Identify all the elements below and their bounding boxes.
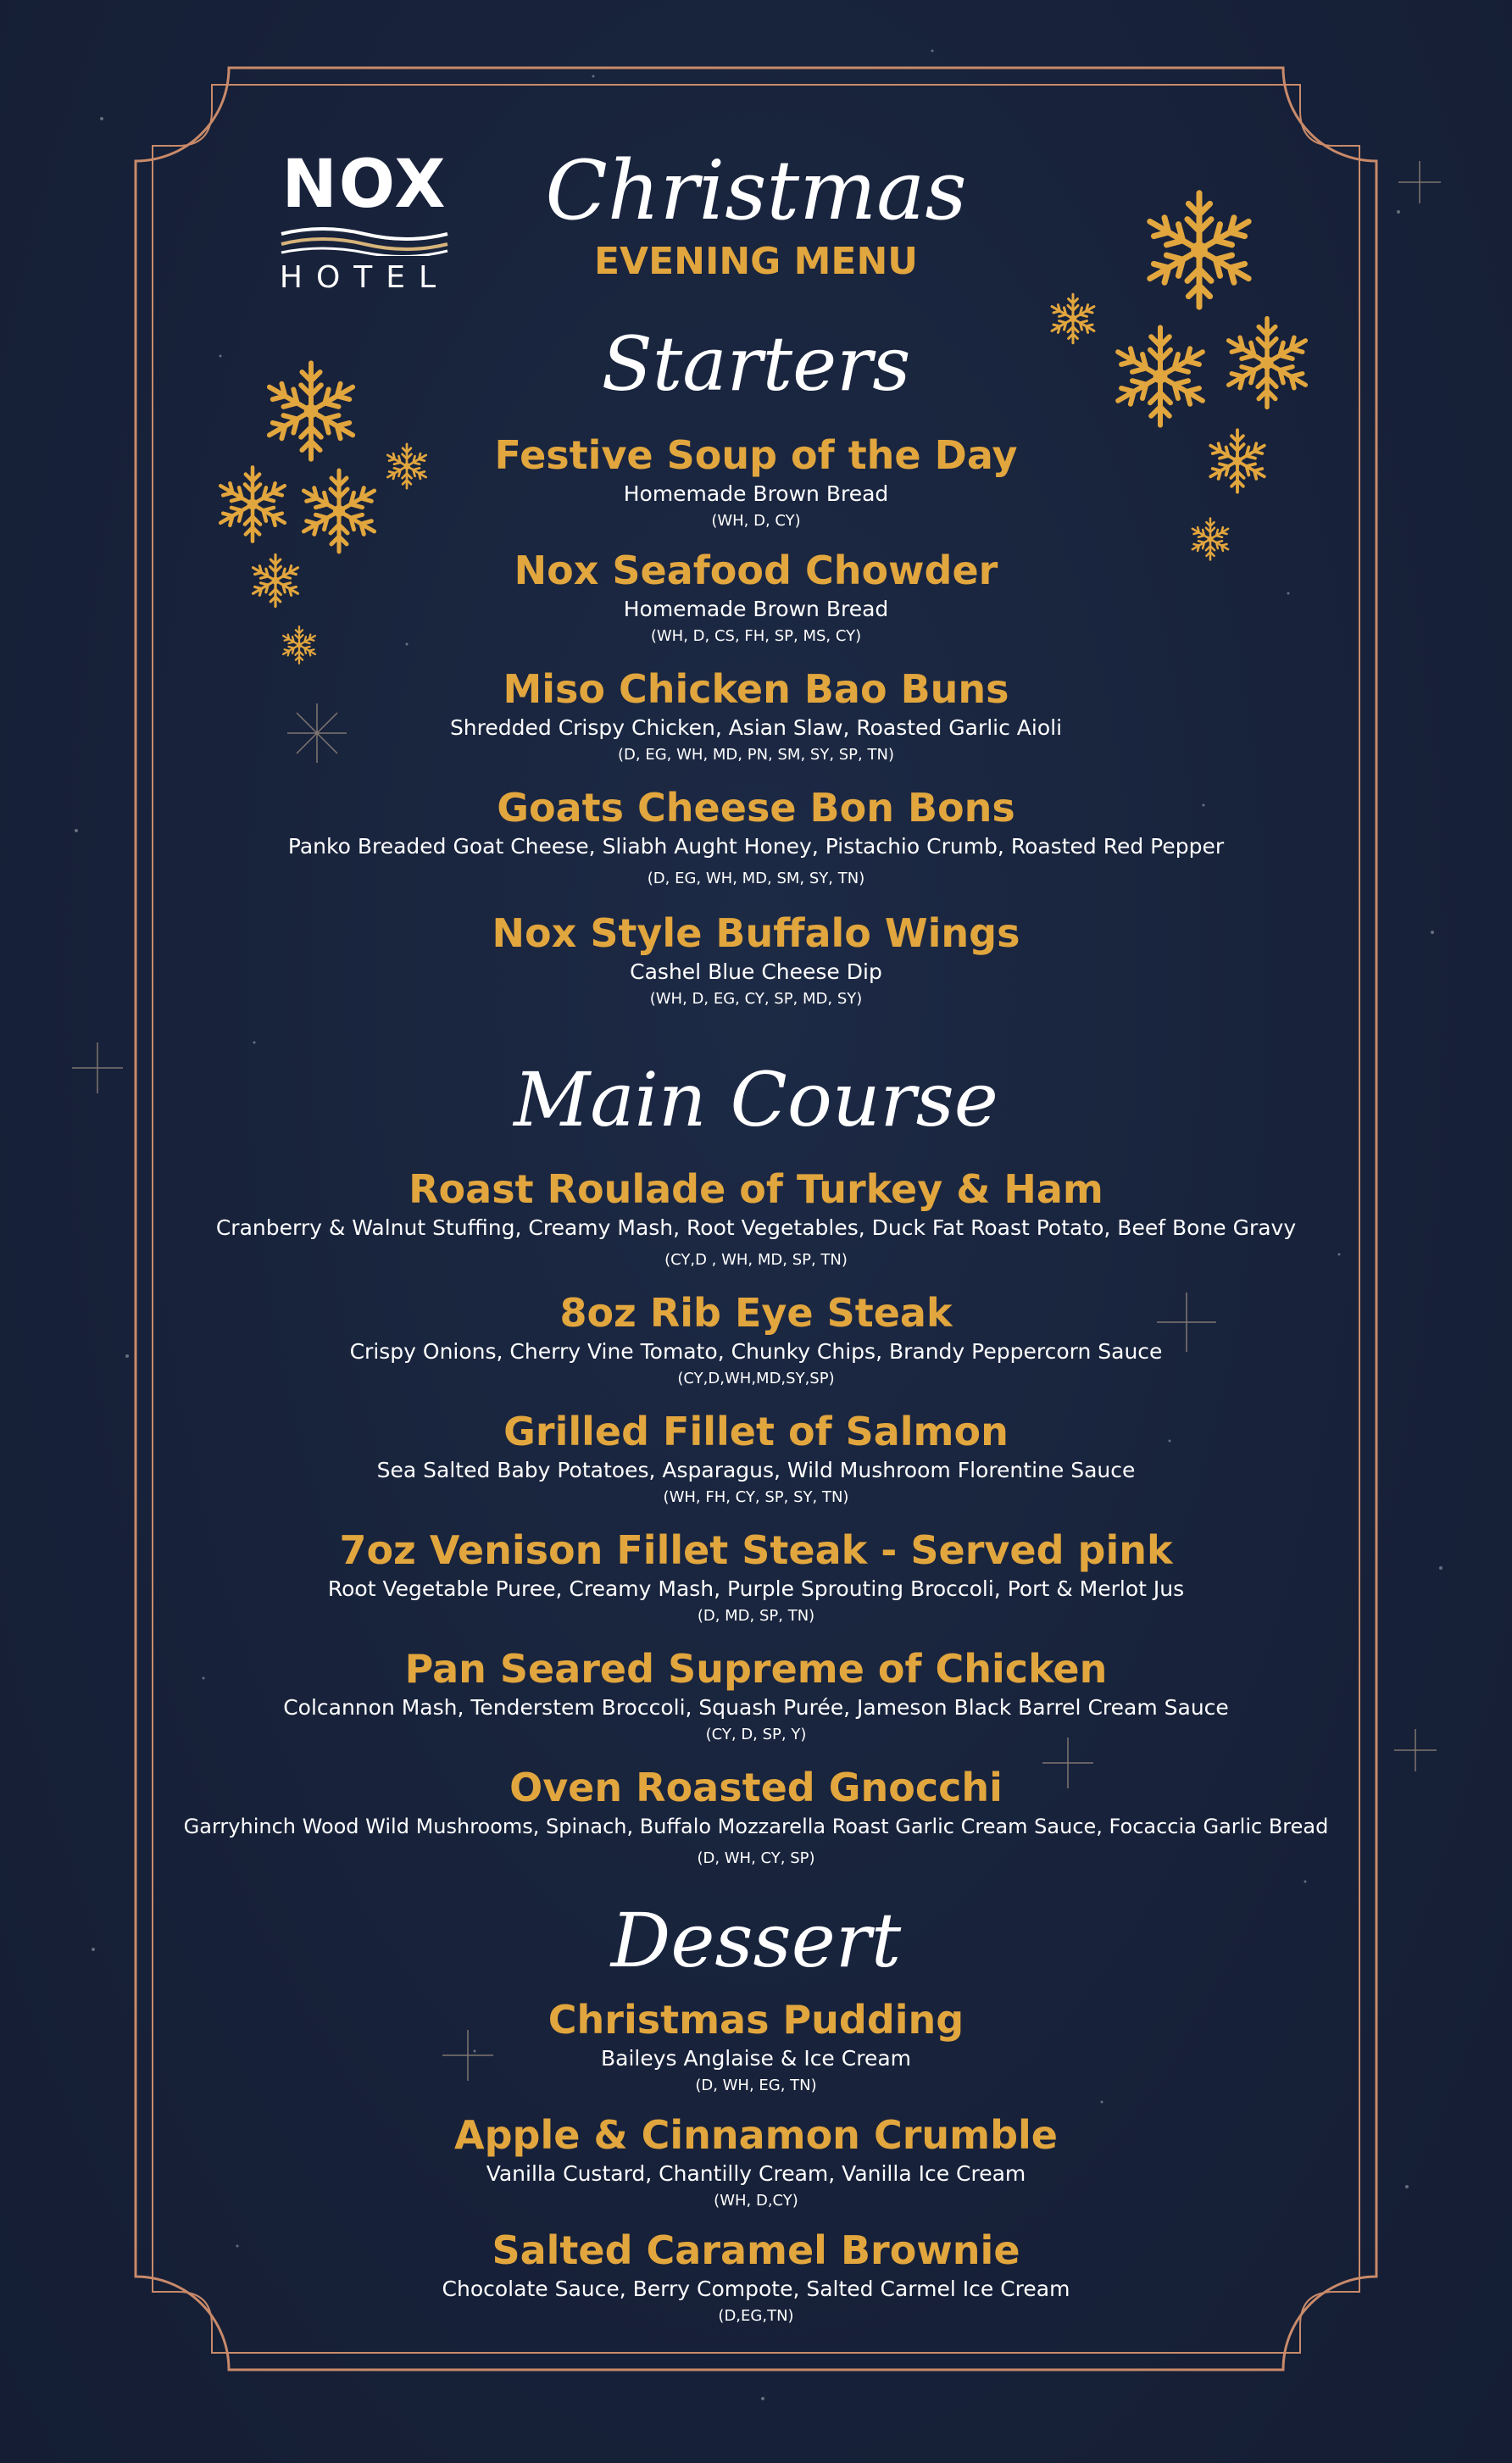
dish-description: Baileys Anglaise & Ice Cream [600, 2046, 911, 2071]
dish-name: Festive Soup of the Day [494, 432, 1018, 478]
dish-allergens: (WH, D, CS, FH, SP, MS, CY) [650, 627, 862, 645]
dish-name: Goats Cheese Bon Bons [497, 785, 1015, 831]
dish-allergens: (D, WH, EG, TN) [695, 2077, 817, 2094]
dish-description: Sea Salted Baby Potatoes, Asparagus, Wild Mushroom Florentine Sauce [376, 1458, 1136, 1482]
dish-description: Root Vegetable Puree, Creamy Mash, Purple Sprouting Broccoli, Port & Merlot Jus [327, 1576, 1185, 1601]
dish-name: Pan Seared Supreme of Chicken [404, 1646, 1108, 1692]
dish-name: Nox Style Buffalo Wings [492, 910, 1020, 956]
dish-description: Cranberry & Walnut Stuffing, Creamy Mash, Root Vegetables, Duck Fat Roast Potato, Beef Bone Gravy [215, 1215, 1297, 1240]
menu-item [0, 1765, 1512, 1870]
dish-name: Nox Seafood Chowder [514, 548, 998, 593]
menu-item [0, 548, 1512, 648]
dish-allergens: (CY,D , WH, MD, SP, TN) [664, 1251, 848, 1269]
dish-allergens: (D, MD, SP, TN) [697, 1607, 815, 1625]
dish-description: Homemade Brown Bread [623, 481, 889, 506]
dish-description: Shredded Crispy Chicken, Asian Slaw, Roasted Garlic Aioli [449, 715, 1063, 740]
menu-item [0, 1290, 1512, 1390]
dish-description: Colcannon Mash, Tenderstem Broccoli, Squash Purée, Jameson Black Barrel Cream Sauce [283, 1695, 1229, 1720]
menu-item [0, 910, 1512, 1010]
dish-allergens: (D,EG,TN) [718, 2307, 794, 2325]
section-title-dessert: Dessert [610, 1897, 902, 1984]
dish-allergens: (D, WH, CY, SP) [697, 1849, 815, 1867]
dish-description: Garryhinch Wood Wild Mushrooms, Spinach, Buffalo Mozzarella Roast Garlic Cream Sauce, Focaccia Garlic Bread [183, 1815, 1329, 1838]
dish-name: Christmas Pudding [548, 1997, 964, 2043]
menu-item [0, 666, 1512, 766]
menu-item [0, 2227, 1512, 2327]
dish-description: Panko Breaded Goat Cheese, Sliabh Aught Honey, Pistachio Crumb, Roasted Red Pepper [287, 834, 1225, 859]
dish-description: Crispy Onions, Cherry Vine Tomato, Chunky Chips, Brandy Peppercorn Sauce [349, 1339, 1163, 1364]
dish-description: Homemade Brown Bread [623, 597, 889, 621]
dish-name: Roast Roulade of Turkey & Ham [409, 1166, 1103, 1212]
dish-allergens: (WH, D, CY) [711, 512, 801, 530]
dish-description: Vanilla Custard, Chantilly Cream, Vanilla Ice Cream [486, 2161, 1026, 2186]
dish-name: Grilled Fillet of Salmon [503, 1409, 1009, 1454]
menu-item [0, 1409, 1512, 1509]
logo-subtext: HOTEL [279, 260, 450, 295]
dish-allergens: (WH, FH, CY, SP, SY, TN) [663, 1488, 849, 1506]
logo-wordmark: NOX [281, 147, 447, 223]
evening-menu-subtitle: EVENING MENU [593, 240, 918, 283]
dish-name: Oven Roasted Gnocchi [509, 1765, 1003, 1810]
dish-allergens: (CY,D,WH,MD,SY,SP) [677, 1370, 835, 1387]
dish-name: 8oz Rib Eye Steak [559, 1290, 953, 1336]
dish-allergens: (D, EG, WH, MD, SM, SY, TN) [647, 870, 865, 887]
dish-description: Cashel Blue Cheese Dip [630, 959, 882, 984]
menu-item [0, 1646, 1512, 1746]
dish-allergens: (WH, D, EG, CY, SP, MD, SY) [649, 990, 863, 1008]
dish-allergens: (CY, D, SP, Y) [705, 1726, 807, 1743]
dish-allergens: (WH, D,CY) [714, 2192, 798, 2210]
menu-item [0, 432, 1512, 532]
section-title-main-course: Main Course [514, 1056, 998, 1143]
menu-item [0, 2112, 1512, 2212]
menu-item [0, 785, 1512, 890]
dish-name: 7oz Venison Fillet Steak - Served pink [339, 1527, 1173, 1573]
dish-allergens: (D, EG, WH, MD, PN, SM, SY, SP, TN) [618, 746, 894, 764]
dish-description: Chocolate Sauce, Berry Compote, Salted Carmel Ice Cream [442, 2277, 1070, 2301]
dish-name: Miso Chicken Bao Buns [503, 666, 1009, 712]
menu-item [0, 1997, 1512, 2097]
menu-item [0, 1166, 1512, 1271]
menu-item [0, 1527, 1512, 1627]
dish-name: Salted Caramel Brownie [492, 2227, 1020, 2273]
dish-name: Apple & Cinnamon Crumble [454, 2112, 1058, 2158]
section-title-starters: Starters [601, 320, 911, 408]
christmas-title: Christmas [545, 143, 967, 238]
